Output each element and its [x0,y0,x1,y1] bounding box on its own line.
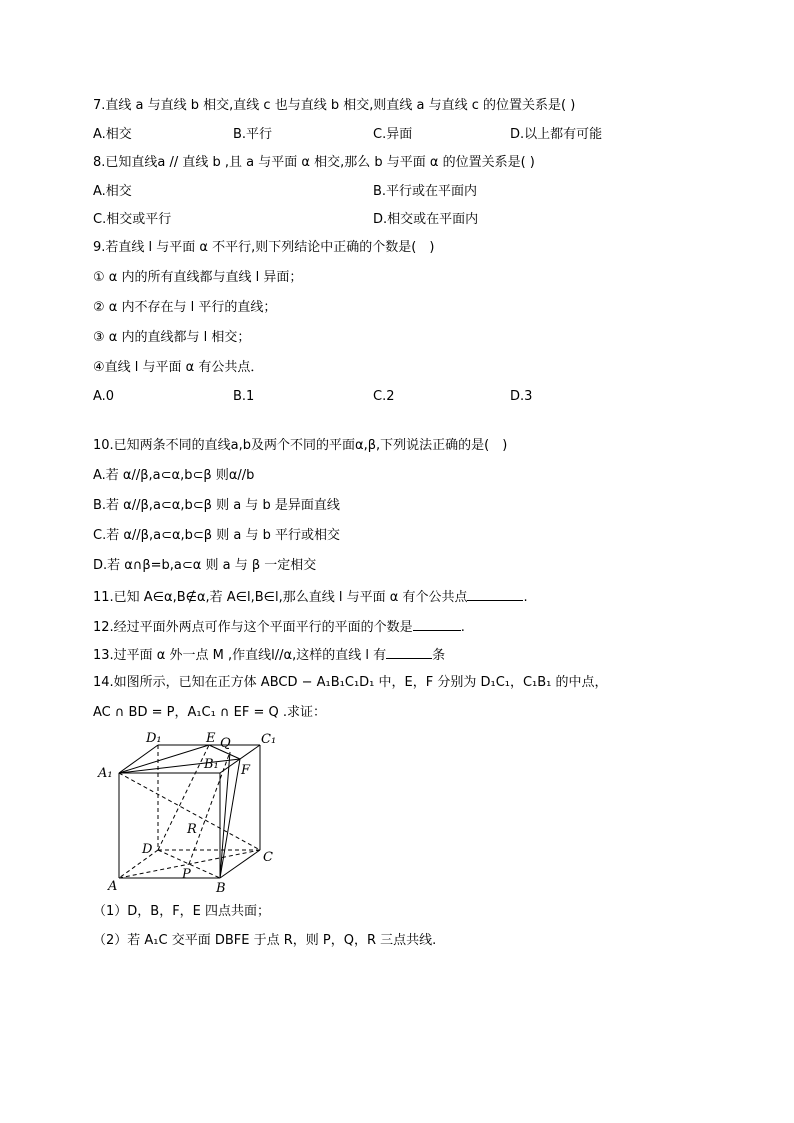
q14-line2: AC ∩ BD = P，A₁C₁ ∩ EF = Q .求证： [93,705,326,720]
q12-stem: 12.经过平面外两点可作与这个平面平行的平面的个数是 [93,620,413,635]
q9-option-a: A.0 [93,389,115,404]
q8-option-b: B.平行或在平面内 [373,184,478,199]
label-r: R [187,822,197,837]
q10-option-b: B.若 α//β,a⊂α,b⊂β 则 a 与 b 是异面直线 [93,498,340,513]
q12-answer-blank[interactable] [413,618,461,631]
q11-tail: . [523,590,528,605]
q12-tail: . [460,620,465,635]
label-c: C [263,850,273,865]
label-q: Q [220,736,231,751]
q9-item-3: ③ α 内的直线都与 l 相交； [93,330,251,345]
q10-stem: 10.已知两条不同的直线a,b及两个不同的平面α,β,下列说法正确的是( ) [93,438,508,453]
q11-line [93,588,528,606]
q14-part2: （2）若 A₁C 交平面 DBFE 于点 R，则 P，Q，R 三点共线. [93,933,437,948]
label-b1: B₁ [204,757,219,772]
q9-item-1: ① α 内的所有直线都与直线 l 异面； [93,270,303,285]
q7-option-b: B.平行 [233,127,273,142]
q9-item-4: ④直线 l 与平面 α 有公共点． [93,360,264,375]
label-p: P [182,867,191,882]
q8-option-a: A.相交 [93,184,132,199]
label-e: E [206,731,216,746]
q9-option-b: B.1 [233,389,255,404]
q7-option-a: A.相交 [93,127,132,142]
q14-line1: 14.如图所示，已知在正方体 ABCD − A₁B₁C₁D₁ 中，E，F 分别为 D₁C₁，C₁B₁ 的中点， [93,675,608,690]
q9-stem: 9.若直线 l 与平面 α 不平行,则下列结论中正确的个数是( ) [93,240,435,255]
cube-figure [90,730,290,895]
q10-option-d: D.若 α∩β=b,a⊂α 则 a 与 β 一定相交 [93,558,317,573]
q13-answer-blank[interactable] [386,646,432,659]
q7-option-d: D.以上都有可能 [510,127,603,142]
q8-option-c: C.相交或平行 [93,212,172,227]
label-c1: C₁ [261,732,277,747]
q11-stem: 11.已知 A∈α,B∉α,若 A∈l,B∈l,那么直线 l 与平面 α 有个公共点 [93,590,468,605]
q13-line [93,646,445,664]
label-f: F [241,763,251,778]
q9-option-d: D.3 [510,389,533,404]
q10-option-c: C.若 α//β,a⊂α,b⊂β 则 a 与 b 平行或相交 [93,528,340,543]
q10-option-a: A.若 α//β,a⊂α,b⊂β 则α//b [93,468,255,483]
q14-part1: （1）D，B，F，E 四点共面； [93,904,271,919]
label-a: A [108,879,118,894]
q7-option-c: C.异面 [373,127,413,142]
q11-answer-blank[interactable] [467,588,523,601]
q13-stem: 13.过平面 α 外一点 M ,作直线l//α,这样的直线 l 有 [93,648,387,663]
q8-option-d: D.相交或在平面内 [373,212,479,227]
q8-stem: 8.已知直线a // 直线 b ,且 a 与平面 α 相交,那么 b 与平面 α 的位置关系是( ) [93,155,535,170]
label-b: B [216,881,226,895]
label-d: D [142,842,153,857]
q13-tail: 条 [432,648,446,663]
q12-line [93,618,465,636]
q9-item-2: ② α 内不存在与 l 平行的直线； [93,300,277,315]
q9-option-c: C.2 [373,389,395,404]
label-a1: A₁ [98,766,113,781]
label-d1: D₁ [146,731,162,746]
q7-stem: 7.直线 a 与直线 b 相交,直线 c 也与直线 b 相交,则直线 a 与直线 c 的位置关系是( ) [93,98,576,113]
